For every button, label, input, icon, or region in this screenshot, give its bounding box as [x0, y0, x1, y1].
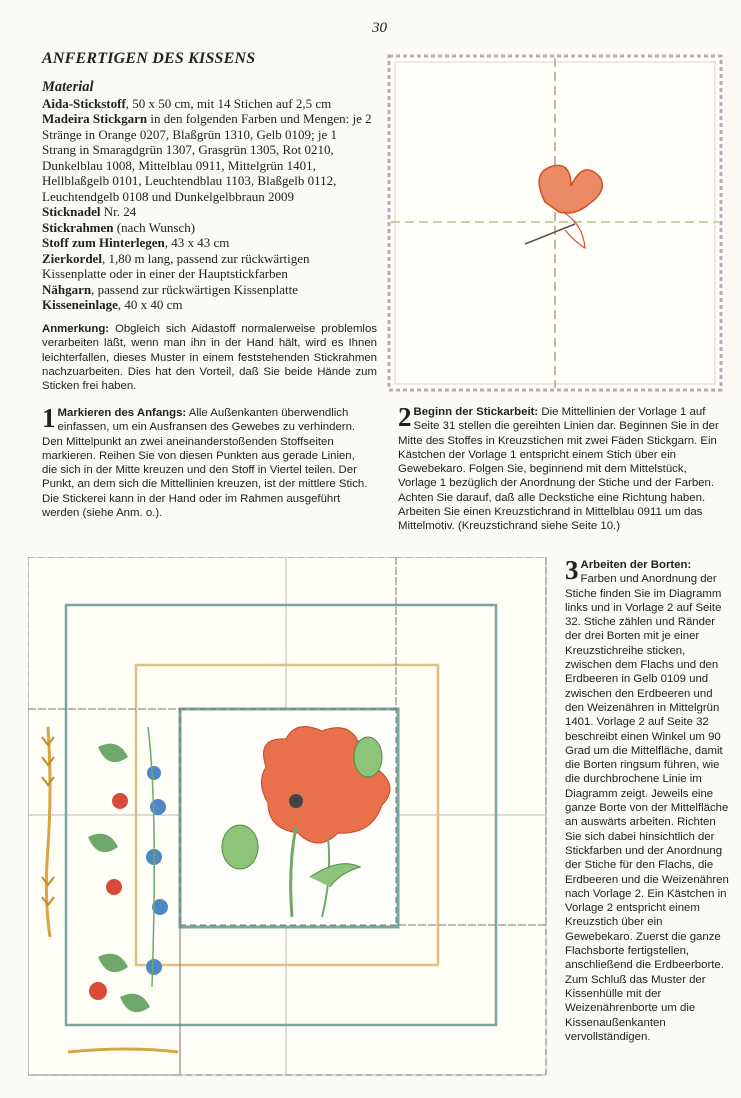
material-list	[42, 80, 372, 313]
step-heading: Beginn der Stickarbeit:	[413, 406, 539, 418]
material-heading: Material	[42, 79, 94, 95]
page-title: ANFERTIGEN DES KISSENS	[42, 50, 256, 67]
material-item: Stoff zum Hinterlegen, 43 x 43 cm	[42, 235, 230, 250]
note-paragraph: Anmerkung: Obgleich sich Aidastoff normalerweise problemlos verarbeiten läßt, wenn man ihn in der Hand hält, wird es Ihnen leichterfallen, dieses Muster in einem feststehenden Stickrahmen nachzuarbeiten. Dies hat den Vorteil, daß Sie beide Hände zum Sticken frei haben.	[42, 323, 377, 393]
material-item: Stickrahmen (nach Wunsch)	[42, 219, 196, 235]
step-number: 2	[398, 402, 412, 432]
step-2: 2 Beginn der Stickarbeit: Die Mittellinien der Vorlage 1 auf Seite 31 stellen die gereihten Linien dar. Beginnen Sie in der Mitte des Stoffes in Kreuzstichen mit zwei Fäden Stickgarn. Ein Kästchen der Vorlage 1 entspricht einem Stich über ein Gewebekaro. Folgen Sie, beginnend mit dem Mittelstück, Vorlage 1 bezüglich der Anordnung der Stiche und der Farben. Achten Sie darauf, daß alle Deckstiche eine Richtung haben. Arbeiten Sie einen Kreuzstichrand in Mittelblau 0911 um das Mittelmotiv. (Kreuzstichrand siehe Seite 10.)	[398, 402, 719, 533]
step-number: 1	[42, 403, 56, 433]
material-item: Madeira Stickgarn in den folgenden Farben und Mengen: je 2 Stränge in Orange 0207, Blaßgrün 1310, Gelb 0109; je 1 Strang in Smaragdgrün 1307, Grasgrün 1305, Rot 0210, Dunkelblau 1008, Mittelblau 0911, Mittelgrün 1401, Hellblaßgelb 0101, Leuchtendblau 1103, Blaßgelb 0112, Leuchtendgelb 0108 und Dunkelgelbbraun 2009	[42, 111, 372, 204]
note-label: Anmerkung:	[42, 323, 110, 335]
material-item: Sticknadel Nr. 24	[42, 204, 137, 219]
material-item: Nähgarn, passend zur rückwärtigen Kissenplatte	[42, 281, 298, 297]
step-number: 3	[565, 555, 579, 585]
step-heading: Arbeiten der Borten:	[580, 559, 692, 571]
step-3: 3 Arbeiten der Borten: Farben und Anordnung der Stiche finden Sie im Diagramm links und in Vorlage 2 auf Seite 32. Stiche zählen und Ränder der drei Borten mit je einer Kreuzstichreihe sticken, zwischen dem Flachs und den Erdbeeren in Gelb 0109 und zwischen den Erdbeeren und den Weizenähren in Mittelgrün 1401. Vorlage 2 auf Seite 32 beschreibt einen Winkel um 90 Grad um die Mittelfläche, damit die Borten ringsum führen, wie die durchbrochene Linie im Diagramm zeigt. Jeweils eine ganze Borte von der Mittelfläche an auswärts arbeiten. Richten Sie sich dabei hinsichtlich der Stickfarben und der Anordnung der Stiche für den Flachs, die Erdbeeren und die Weizenähren nach Vorlage 2. Ein Kästchen in Vorlage 2 entspricht einem Kreuzstich über ein Gewebekaro. Zuerst die ganze Flachsborte fertigstellen, anschließend die Erdbeerborte. Zum Schluß das Muster der Kissenhülle mit der Weizenährenborte um die Kissenaußenkanten vervollständigen.	[565, 555, 729, 1043]
material-item: Zierkordel, 1,80 m lang, passend zur rückwärtigen Kissenplatte oder in einer der Hauptstickfarben	[42, 250, 310, 281]
step-heading: Markieren des Anfangs:	[57, 407, 187, 419]
fabric-illustration	[385, 52, 725, 394]
material-item: Aida-Stickstoff, 50 x 50 cm, mit 14 Stichen auf 2,5 cm	[42, 95, 332, 111]
material-item: Kisseneinlage, 40 x 40 cm	[42, 297, 183, 312]
step-1: 1 Markieren des Anfangs: Alle Außenkanten überwendlich einfassen, um ein Ausfransen des Gewebes zu verhindern. Den Mittelpunkt an zwei aneinanderstoßenden Stoffseiten markieren. Reihen Sie von diesen Punkten aus gerade Linien, die sich in der Mitte kreuzen und den Stoff in Viertel teilen. Der Punkt, an dem sich die Mittellinien kreuzen, ist der mittlere Stich. Die Stickerei kann in der Hand oder im Rahmen ausgeführt werden (siehe Anm. o.).	[42, 403, 368, 520]
page-number: 30	[372, 20, 387, 36]
border-diagram	[28, 557, 548, 1077]
